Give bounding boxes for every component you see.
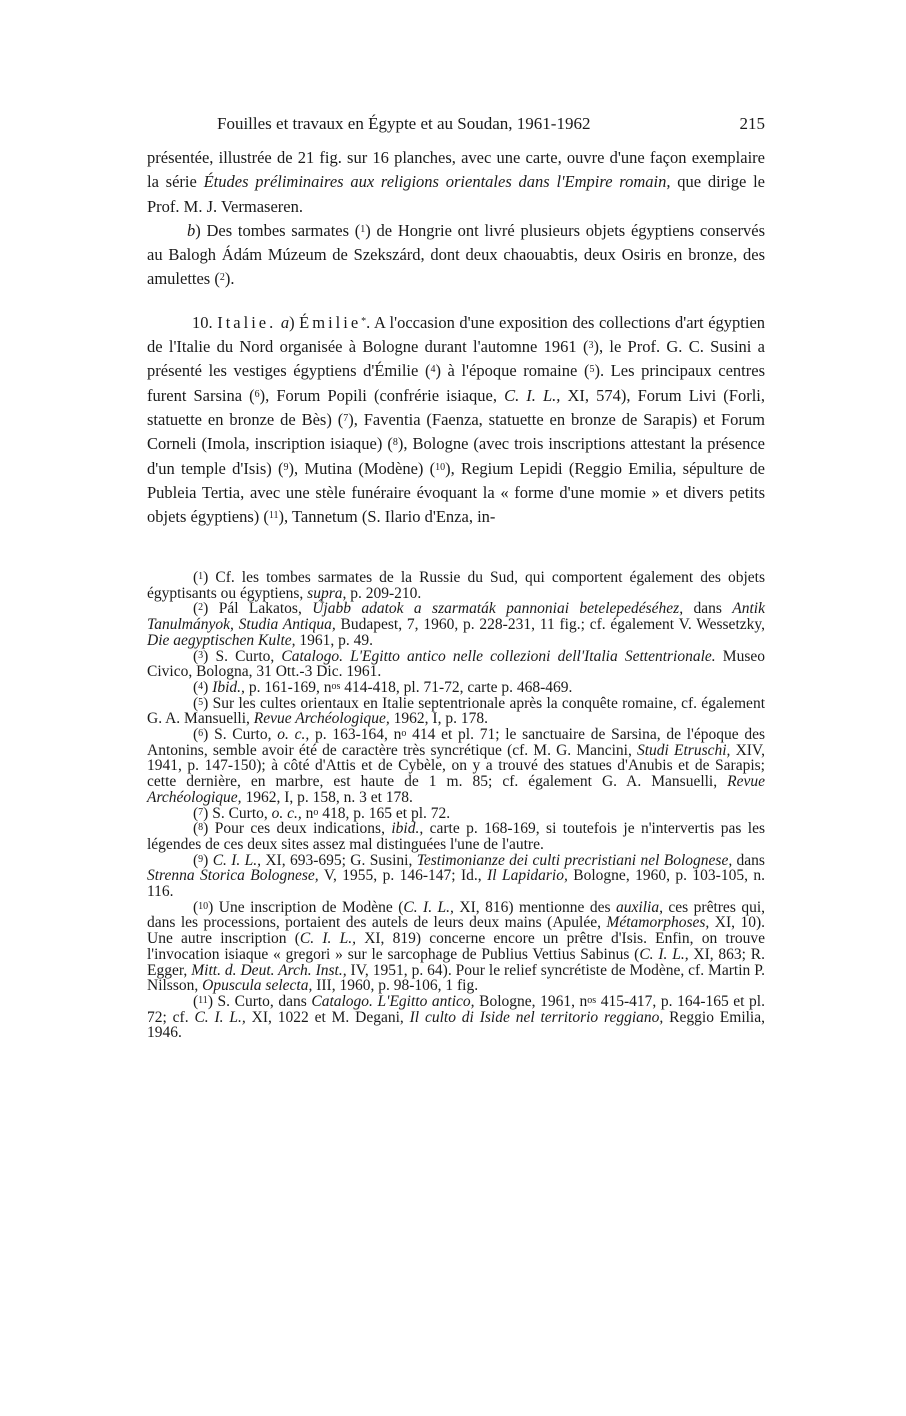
footnote-3: [147, 649, 765, 680]
page-number: 215: [739, 114, 765, 133]
text-run: (: [193, 898, 199, 916]
text-run: ): [203, 678, 213, 696]
superscript: 2: [198, 602, 204, 614]
footnote-11: [147, 994, 765, 1041]
superscript: 5: [589, 364, 595, 376]
text-run: (: [193, 820, 199, 838]
text-run: ) à l'époque romaine (: [435, 361, 590, 381]
text-run: Reggio Emilia, 1946.: [147, 1008, 765, 1042]
text-run: ), le Prof. G. C. Susini a présenté les vestiges égyptiens d'Émilie (: [147, 337, 765, 381]
text-run: ) Cf. les tombes sarmates de la Russie du Sud, qui comportent également des objets égyptisants ou égyptiens,: [147, 569, 765, 602]
superscript: 6: [254, 388, 260, 400]
text-run: ) S. Curto,: [203, 804, 272, 822]
italic-run: Die aegyptischen Kulte,: [147, 631, 296, 649]
italic-run: Ibid.,: [212, 678, 245, 696]
text-run: ).: [224, 269, 235, 289]
spaced-heading-run: Émilie: [299, 312, 362, 332]
italic-run: Opuscula selecta,: [202, 977, 313, 995]
superscript: 4: [430, 364, 436, 376]
text-run: ), Mutina (Modène) (: [288, 458, 436, 478]
italic-run: Études préliminaires aux religions orientales dans l'Empire romain,: [203, 172, 671, 192]
superscript: o: [313, 806, 319, 818]
italic-run: Újabb adatok a szarmaták pannoniai betelepedéséhez,: [312, 600, 684, 618]
text-run: 1961, p. 49.: [295, 631, 373, 649]
text-run: (: [193, 569, 199, 586]
superscript: 1: [360, 223, 366, 235]
text-run: ), Faventia (Faenza, statuette en bronze de Sarapis) et Forum Corneli (Imola, inscription isiaque) (: [147, 409, 765, 454]
text-run: dans: [683, 600, 733, 618]
footnote-8: [147, 821, 765, 852]
superscript: 5: [198, 696, 204, 708]
text-run: XI, 816) mentionne des: [453, 898, 617, 916]
text-run: dans: [732, 851, 765, 869]
text-run: ): [289, 312, 300, 332]
text-run: Budapest, 7, 1960, p. 228-231, 11 fig.; cf. également V. Wessetzky,: [335, 616, 765, 634]
text-run: ) S. Curto, dans: [207, 992, 312, 1010]
superscript: 9: [283, 461, 289, 473]
italic-run: Métamorphoses,: [606, 914, 710, 932]
superscript: 7: [343, 412, 349, 424]
footnote-7: [147, 806, 765, 822]
footnote-6: [147, 727, 765, 806]
text-run: XI, 863; R. Egger,: [147, 945, 765, 979]
italic-run: C. I. L.,: [639, 945, 689, 963]
superscript: 3: [588, 340, 594, 352]
footnote-9: [147, 853, 765, 900]
superscript: 1: [198, 571, 204, 582]
footnote-2: [147, 601, 765, 648]
italic-run: Revue Archéologique,: [253, 710, 390, 728]
text-run: XI, 819) concerne encore un prêtre d'Isis. Enfin, on trouve l'invocation isiaque « gregori » sur le sarcophage de Publius Vettius Sabinus (: [147, 930, 766, 963]
superscript: 10: [198, 900, 209, 912]
text-run: carte p. 168-169, si toutefois je n'intervertis pas les légendes de ces deux sites assez mal distinguées l'une de l'autre.: [147, 820, 765, 853]
text-run: ): [203, 851, 213, 869]
text-run: ) de Hongrie ont livré plusieurs objets égyptiens conservés au Balogh Ádám Múzeum de Szekszárd, dont deux chaouabtis, deux Osiris en bronze, des amulettes (: [147, 220, 765, 289]
text-run: ) S. Curto,: [203, 647, 282, 665]
text-run: que dirige le Prof. M. J. Vermaseren.: [147, 172, 766, 216]
italic-run: b: [187, 220, 196, 240]
italic-run: Strenna Storica Bolognese,: [147, 867, 319, 885]
text-run: ces prêtres qui, dans les processions, portaient des autels de leurs deux mains (Apulée,: [147, 898, 765, 932]
paragraph-italie: [147, 311, 765, 530]
paragraph-hongrie: [147, 219, 765, 292]
superscript: 4: [198, 680, 204, 692]
text-run: ), Forum Popili (confrérie isiaque,: [259, 385, 505, 405]
italic-run: Testimonianze dei culti precristiani nel Bolognese,: [416, 851, 733, 869]
text-run: 414-418, pl. 71-72, carte p. 468-469.: [340, 678, 573, 696]
text-run: ), Regium Lepidi (Reggio Emilia, sépulture de Publeia Tertia, avec une stèle funéraire évoquant la « forme d'une momie » et divers petits objets égyptiens) (: [147, 458, 765, 527]
italic-run: o. c.,: [271, 804, 302, 822]
italic-run: C. I. L.,: [194, 1008, 246, 1026]
italic-run: Antik Tanulmányok, Studia Antiqua,: [147, 600, 765, 634]
superscript: 8: [392, 437, 398, 449]
text-run: (: [193, 726, 199, 744]
superscript: o: [401, 728, 407, 740]
italic-run: a: [280, 312, 290, 332]
footnote-4: [147, 680, 765, 696]
italic-run: o. c.,: [277, 726, 310, 744]
footnotes: [147, 570, 765, 1041]
superscript: 8: [198, 822, 204, 834]
text-run: 418, p. 165 et pl. 72.: [318, 804, 451, 822]
running-title: Fouilles et travaux en Égypte et au Soudan, 1961-1962: [217, 114, 591, 133]
text-run: p. 163-164, n: [309, 726, 402, 744]
text-run: Bologne, 1961, n: [474, 992, 588, 1010]
italic-run: auxilia,: [616, 898, 663, 916]
italic-run: Il Lapidario,: [487, 867, 568, 885]
spaced-heading-run: Italie.: [217, 312, 277, 332]
text-run: XI, 693-695; G. Susini,: [261, 851, 417, 869]
text-run: IV, 1951, p. 64). Pour le relief syncrétiste de Modène, cf. Martin P. Nilsson,: [147, 961, 765, 995]
superscript: 7: [198, 806, 204, 818]
text-run: p. 209-210.: [346, 584, 422, 602]
text-run: XI, 1022 et M. Degani,: [245, 1008, 410, 1026]
text-run: Museo Civico, Bologna, 31 Ott.-3 Dic. 1961.: [147, 647, 765, 681]
text-run: (: [193, 992, 199, 1010]
italic-run: Revue Archéologique,: [147, 773, 765, 806]
text-run: ), Bologne (avec trois inscriptions attestant la présence d'un temple d'Isis) (: [147, 434, 765, 478]
text-run: III, 1960, p. 98-106, 1 fig.: [312, 977, 479, 995]
text-run: V, 1955, p. 146-147; Id.,: [318, 867, 488, 885]
italic-run: C. I. L.,: [299, 930, 356, 948]
text-run: présentée, illustrée de 21 fig. sur 16 planches, avec une carte, ouvre d'une façon exemplaire la série: [147, 148, 765, 192]
text-run: p. 161-169, n: [244, 678, 332, 696]
superscript: *: [361, 315, 367, 327]
superscript: 3: [198, 649, 204, 661]
text-run: (: [193, 600, 199, 618]
text-run: (: [193, 851, 199, 869]
italic-run: Catalogo. L'Egitto antico,: [311, 992, 475, 1010]
italic-run: Catalogo. L'Egitto antico nelle collezioni dell'Italia Settentrionale.: [281, 647, 716, 665]
italic-run: Mitt. d. Deut. Arch. Inst.,: [191, 961, 347, 979]
superscript: 9: [198, 853, 204, 865]
superscript: 10: [435, 461, 446, 473]
footnote-5: [147, 696, 765, 727]
text-run: ) Une inscription de Modène (: [208, 898, 404, 916]
text-run: ) S. Curto,: [203, 726, 278, 744]
footnote-10: [147, 900, 765, 994]
italic-run: C. I. L.,: [403, 898, 454, 916]
text-run: XI, 574), Forum Livi (Forli, statuette en bronze de Bès) (: [147, 385, 765, 429]
text-run: ), Tannetum (S. Ilario d'Enza, in-: [278, 507, 496, 527]
text-run: 415-417, p. 164-165 et pl. 72; cf.: [147, 992, 765, 1026]
superscript: 11: [198, 994, 208, 1006]
text-run: (: [193, 694, 199, 712]
footnote-1: [147, 570, 765, 601]
italic-run: C. I. L.,: [504, 385, 561, 405]
superscript: os: [587, 994, 597, 1006]
italic-run: ibid.,: [391, 820, 424, 838]
main-text: [147, 146, 765, 529]
text-run: (: [193, 678, 199, 696]
superscript: os: [331, 680, 341, 692]
text-run: 10.: [192, 312, 218, 332]
text-run: ) Pál Lakatos,: [203, 600, 313, 618]
text-run: XI, 10). Une autre inscription (: [147, 914, 765, 948]
text-run: 1962, I, p. 178.: [389, 710, 488, 728]
italic-run: C. I. L.,: [212, 851, 262, 869]
superscript: 6: [198, 728, 204, 740]
text-run: ) Sur les cultes orientaux en Italie septentrionale après la conquête romaine, cf. également G. A. Mansuelli,: [147, 694, 765, 728]
superscript: 11: [268, 510, 279, 522]
italic-run: supra,: [307, 584, 347, 602]
italic-run: Il culto di Iside nel territorio reggiano,: [409, 1008, 664, 1026]
italic-run: Studi Etruschi,: [637, 741, 731, 759]
paragraph-continuation: [147, 146, 765, 219]
text-run: n: [301, 804, 314, 822]
text-run: Bologne, 1960, p. 103-105, n. 116.: [147, 867, 766, 901]
superscript: 2: [219, 272, 225, 284]
text-run: 414 et pl. 71; le sanctuaire de Sarsina, de l'époque des Antonins, semble avoir été de caractère très syncrétique (cf. M. G. Mancini,: [147, 726, 765, 759]
text-run: . A l'occasion d'une exposition des collections d'art égyptien de l'Italie du Nord organisée à Bologne durant l'automne 1961 (: [147, 312, 766, 357]
text-run: XIV, 1941, p. 147-150); à côté d'Attis et de Cybèle, on y a trouvé des statues d'Anubis et de Sarapis; cette dernière, en marbre, est haute de 1 m. 85; cf. également G. A. Mansuelli,: [147, 741, 765, 791]
text-run: 1962, I, p. 158, n. 3 et 178.: [241, 788, 413, 806]
text-run: (: [193, 804, 199, 822]
text-run: ) Des tombes sarmates (: [195, 220, 361, 240]
text-run: ) Pour ces deux indications,: [203, 820, 392, 838]
text-run: ). Les principaux centres furent Sarsina (: [147, 361, 765, 405]
text-run: (: [193, 647, 199, 665]
